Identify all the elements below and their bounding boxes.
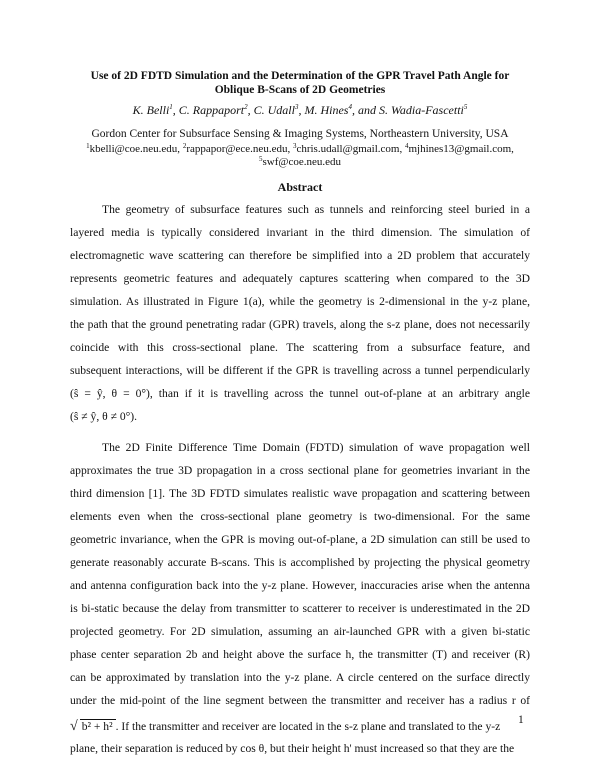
abstract-heading: Abstract [277,180,323,194]
page-number: 1 [518,714,524,726]
text-line: The geometry of subsurface features such as tunnels and reinforcing steel buried in a [102,203,530,216]
text-line: projected geometry. For 2D simulation, assuming an air-launched GPR with a given bi-static [70,625,530,638]
text-line: geometric invariance, when the GPR is moving out-of-plane, a 2D simulation can still be used to [70,533,530,546]
text-line: and antenna configuration back into the y-z plane. However, inaccuracies arise when the antenna [70,579,530,592]
text-line: the path that the ground penetrating radar (GPR) travels, along the s-z plane, does not necessarily [70,318,530,331]
author: M. Hines$^4$, [304,103,358,117]
text-line: (ŝ ≠ ŷ, θ ≠ 0°). [70,410,138,423]
text-line: can be approximated by translation into the y-z plane. A circle centered on the surface directly [70,671,530,684]
text-line: generate reasonably accurate B-scans. This is accomplished by projecting the physical geometry [70,556,530,569]
text-line: approximates the true 3D propagation in a cross sectional plane for geometries invariant in the [70,464,530,477]
email-address: rappapor@ece.neu.edu, [186,143,291,155]
author-list [40,103,560,117]
author: K. Belli$^1$, [132,103,179,117]
paper-title [70,69,530,97]
text-line: The 2D Finite Difference Time Domain (FDTD) simulation of wave propagation well [102,441,530,454]
email-address: kbelli@coe.neu.edu, [89,143,181,155]
title-line-2: Oblique B-Scans of 2D Geometries [214,84,386,96]
text-line: layered media is typically considered invariant in the third dimension. The simulation of [70,226,530,239]
sqrt-expression: b² + h² [80,719,116,733]
text-line: subsequent interactions, will be different if the GPR is travelling across a tunnel perpendicularly [70,364,530,377]
email-list: $^1$kbelli@coe.neu.edu, $^2$rappapor@ece.neu.edu, $^3$chris.udall@gmail.com, $^4$mjhines13@gmail.com, $^5$swf@coe.neu.edu [86,142,514,168]
text-line-equation: √ b² + h² . If the transmitter and receiver are located in the s-z plane and translated to the y-z [70,719,501,734]
text-line: represents geometric features and adequately captures scattering when compared to the 3D [70,272,530,285]
text-line: phase center separation 2b and height above the surface h, the transmitter (T) and receiver (R) [70,648,530,661]
title-line-1: Use of 2D FDTD Simulation and the Determination of the GPR Travel Path Angle for [90,70,510,82]
text-line: (ŝ = ŷ, θ = 0°), than if it is travelling across the tunnel out-of-plane at an arbitrary angle [70,387,530,400]
author: C. Udall$^3$, [253,103,305,117]
text-line: electromagnetic wave scattering can therefore be simplified into a 2D problem that accurately [70,249,530,262]
author: and S. Wadia-Fascetti$^5$ [357,103,468,117]
email-address: chris.udall@gmail.com, [296,143,403,155]
text-line: plane, their separation is reduced by cos θ, but their height h' must increased so that they are the [70,742,515,755]
text-line: third dimension [1]. The 3D FDTD simulates realistic wave propagation and scattering between [70,487,530,500]
affiliation: Gordon Center for Subsurface Sensing & Imaging Systems, Northeastern University, USA [91,128,509,140]
email-address: swf@coe.neu.edu [262,156,342,168]
text-line: elements even when the cross-sectional plane geometry is two-dimensional. For the same [70,510,530,523]
sqrt-symbol: √ [70,719,78,734]
text-line: under the mid-point of the line segment between the transmitter and receiver has a radius r of [70,694,530,707]
author: C. Rappaport$^2$, [178,103,254,117]
email-address: mjhines13@gmail.com, [408,143,514,155]
text-line: coincide with this cross-sectional plane. The scattering from a subsurface feature, and [70,341,530,354]
text-line: is bi-static because the delay from transmitter to scatterer to receiver is underestimated in the 2D [70,602,530,615]
text-line: simulation. As illustrated in Figure 1(a), while the geometry is 2-dimensional in the y-z plane, [70,295,530,308]
